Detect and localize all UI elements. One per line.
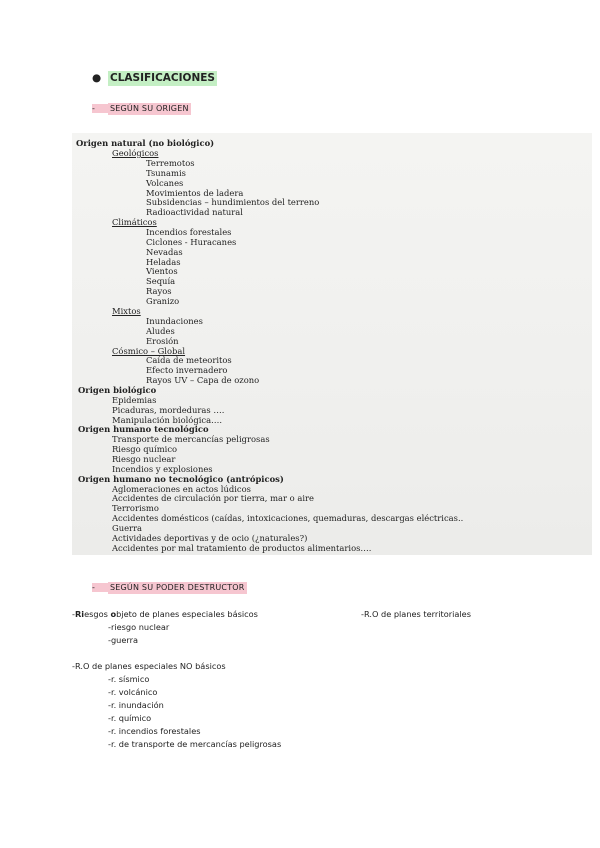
list-item: -r. inundación [108, 700, 164, 710]
subheading-origin-text: SEGÚN SU ORIGEN [110, 104, 189, 113]
list-item: Guerra [112, 523, 143, 533]
list-item: Ciclones - Huracanes [146, 237, 237, 247]
list-item: Accidentes por mal tratamiento de productos alimentarios…. [112, 543, 372, 553]
list-item: Radioactividad natural [146, 207, 243, 217]
main-heading-text: CLASIFICACIONES [110, 72, 215, 84]
non-basic-plans-line: -R.O de planes especiales NO básicos [72, 661, 226, 671]
list-item: Erosión [146, 336, 179, 346]
list-item: Incendios y explosiones [112, 464, 213, 474]
territorial-plans-line: -R.O de planes territoriales [361, 609, 471, 619]
origin-natural-title: Origen natural (no biológico) [76, 138, 215, 148]
list-item: Rayos [146, 286, 172, 296]
list-item: -riesgo nuclear [108, 622, 170, 632]
list-item: Sequía [146, 276, 176, 286]
list-item: Rayos UV – Capa de ozono [146, 375, 260, 385]
bold-fragment: Ri [74, 609, 85, 619]
list-item: -r. incendios forestales [108, 726, 201, 736]
basic-plans-line [72, 609, 258, 619]
list-item: Riesgo nuclear [112, 454, 176, 464]
bold-fragment: o [110, 609, 117, 619]
list-item: Subsidencias – hundimientos del terreno [146, 197, 320, 207]
list-item: Accidentes domésticos (caídas, intoxicaciones, quemaduras, descargas eléctricas.. [112, 513, 464, 523]
text-fragment: esgos [84, 609, 111, 619]
dash-marker: - [92, 583, 108, 592]
main-heading [92, 72, 217, 84]
list-item: Granizo [146, 296, 180, 306]
list-item: Efecto invernadero [146, 365, 228, 375]
list-item: -guerra [108, 635, 138, 645]
list-item: Incendios forestales [146, 227, 232, 237]
list-item: Caída de meteoritos [146, 355, 232, 365]
bullet-icon: ● [92, 72, 102, 84]
dash-marker: - [72, 609, 75, 619]
subheading-destructor [92, 583, 247, 592]
list-item: Terrorismo [112, 503, 159, 513]
origin-tech-title: Origen humano tecnológico [78, 424, 209, 434]
list-item: Inundaciones [146, 316, 203, 326]
list-item: Terremotos [146, 158, 195, 168]
list-item: Volcanes [146, 178, 184, 188]
mixtos-label: Mixtos [112, 306, 141, 316]
list-item: Actividades deportivas y de ocio (¿naturales?) [112, 533, 308, 543]
origin-nontech-title: Origen humano no tecnológico (antrópicos) [78, 474, 284, 484]
list-item: Picaduras, mordeduras …. [112, 405, 225, 415]
subheading-origin [92, 104, 191, 113]
list-item: Aludes [146, 326, 175, 336]
list-item: Movimientos de ladera [146, 188, 244, 198]
list-item: -r. de transporte de mercancías peligrosas [108, 739, 282, 749]
subheading-destructor-text: SEGÚN SU PODER DESTRUCTOR [110, 583, 245, 592]
origin-biological-title: Origen biológico [78, 385, 157, 395]
scanned-classification-image [72, 133, 592, 555]
list-item: Manipulación biológica…. [112, 415, 223, 425]
list-item: -r. químico [108, 713, 152, 723]
list-item: Heladas [146, 257, 181, 267]
text-fragment: bjeto de planes especiales básicos [116, 609, 258, 619]
climaticos-label: Climáticos [112, 217, 157, 227]
list-item: Vientos [146, 266, 178, 276]
list-item: -r. sísmico [108, 674, 150, 684]
list-item: Accidentes de circulación por tierra, mar o aire [112, 493, 315, 503]
list-item: Tsunamis [146, 168, 186, 178]
list-item: Nevadas [146, 247, 183, 257]
cosmico-label: Cósmico – Global [112, 346, 186, 356]
list-item: Riesgo químico [112, 444, 178, 454]
geologicos-label: Geológicos [112, 148, 159, 158]
list-item: -r. volcánico [108, 687, 158, 697]
list-item: Epidemias [112, 395, 157, 405]
list-item: Aglomeraciones en actos lúdicos [112, 484, 251, 494]
dash-marker: - [92, 104, 108, 113]
list-item: Transporte de mercancías peligrosas [112, 434, 270, 444]
